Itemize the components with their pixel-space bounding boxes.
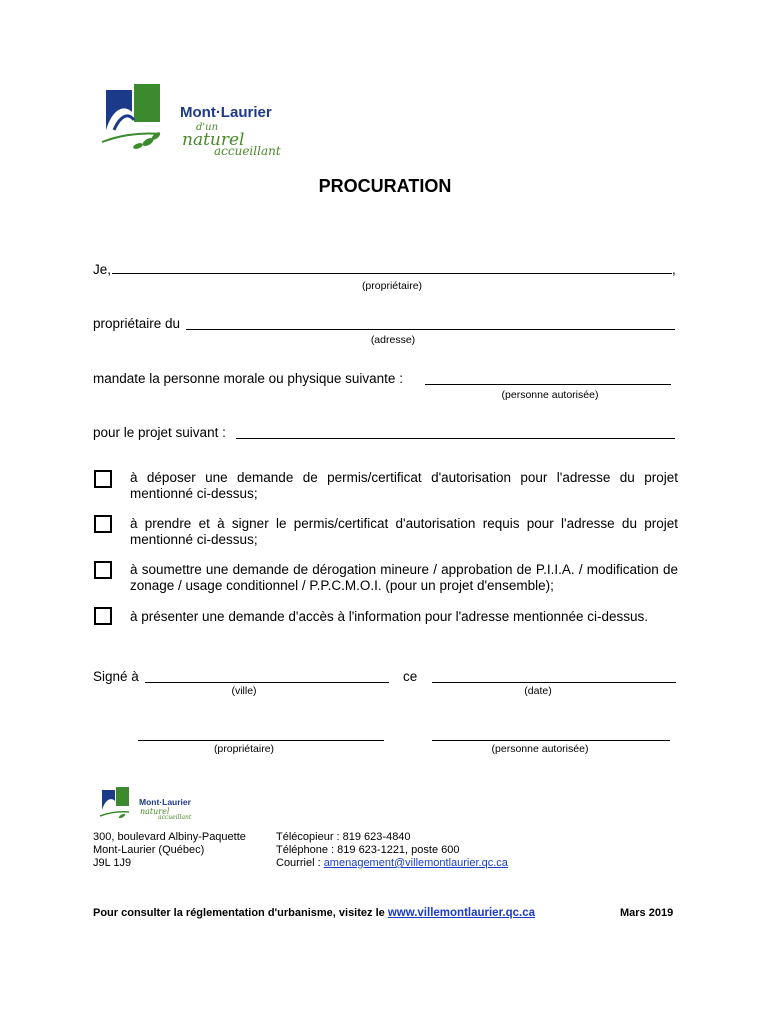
consult-line	[93, 907, 535, 919]
personne-signature-caption: (personne autorisée)	[491, 743, 589, 755]
email-link[interactable]: amenagement@villemontlaurier.qc.ca	[323, 857, 508, 869]
address-line-2: Mont-Laurier (Québec)	[93, 844, 205, 856]
adresse-field[interactable]	[186, 329, 675, 330]
option-3-text: à soumettre une demande de dérogation mineure / approbation de P.I.I.A. / modification de zonage / usage conditionnel / P.P.C.M.O.I. (pour un projet d'ensemble);	[130, 562, 678, 593]
document-date: Mars 2019	[620, 907, 674, 919]
phone: Téléphone : 819 623-1221, poste 600	[276, 844, 460, 856]
fax: Télécopieur : 819 623-4840	[276, 831, 411, 843]
option-2-text: à prendre et à signer le permis/certificat d'autorisation requis pour l'adresse du projet mentionné ci-dessus;	[130, 516, 678, 547]
website-link[interactable]: www.villemontlaurier.qc.ca	[387, 907, 536, 919]
projet-field[interactable]	[236, 438, 675, 439]
je-label: Je,	[93, 262, 112, 277]
je-caption: (propriétaire)	[361, 280, 423, 292]
page-title: PROCURATION	[318, 176, 452, 196]
option-2-checkbox[interactable]	[94, 515, 112, 533]
footer-tagline-2: naturel	[140, 807, 170, 816]
signe-label: Signé à	[93, 669, 139, 684]
ville-field[interactable]	[145, 682, 389, 683]
option-3-checkbox[interactable]	[94, 561, 112, 579]
mandate-caption: (personne autorisée)	[501, 389, 599, 401]
option-1-text: à déposer une demande de permis/certificat d'autorisation pour l'adresse du projet mentionné ci-dessus;	[130, 470, 678, 501]
footer-brand-name: Mont·Laurier	[139, 797, 191, 807]
projet-label: pour le projet suivant :	[93, 425, 226, 440]
email-label: Courriel :	[276, 857, 321, 869]
personne-autorisee-field[interactable]	[425, 384, 671, 385]
email-line	[276, 857, 508, 870]
mont-laurier-small-logo-icon	[98, 786, 138, 824]
proprietaire-signature-field[interactable]	[138, 740, 384, 741]
proprietaire-signature-caption: (propriétaire)	[213, 743, 275, 755]
date-caption: (date)	[524, 685, 552, 697]
address-line-3: J9L 1J9	[93, 857, 132, 869]
date-field[interactable]	[432, 682, 676, 683]
option-1-checkbox[interactable]	[94, 470, 112, 488]
brand-name: Mont·Laurier	[180, 104, 272, 121]
tagline-1: d'un	[196, 122, 219, 133]
mont-laurier-logo-icon	[98, 84, 178, 156]
option-4-text: à présenter une demande d'accès à l'information pour l'adresse mentionnée ci-dessus.	[130, 609, 649, 624]
address-line-1: 300, boulevard Albiny-Paquette	[93, 831, 246, 843]
personne-signature-field[interactable]	[432, 740, 670, 741]
proprietaire-label: propriétaire du	[93, 316, 181, 331]
tagline-3: accueillant	[214, 144, 281, 158]
option-4-checkbox[interactable]	[94, 607, 112, 625]
adresse-caption: (adresse)	[370, 334, 416, 346]
je-field[interactable]	[112, 273, 672, 274]
consult-text: Pour consulter la réglementation d'urbanisme, visitez le	[93, 907, 385, 919]
mandate-label: mandate la personne morale ou physique suivante :	[93, 371, 403, 386]
ce-label: ce	[403, 669, 418, 684]
ville-caption: (ville)	[231, 685, 257, 697]
footer-tagline-3: accueillant	[158, 814, 192, 821]
tagline-2: naturel	[182, 130, 245, 150]
je-trailing: ,	[672, 262, 676, 277]
